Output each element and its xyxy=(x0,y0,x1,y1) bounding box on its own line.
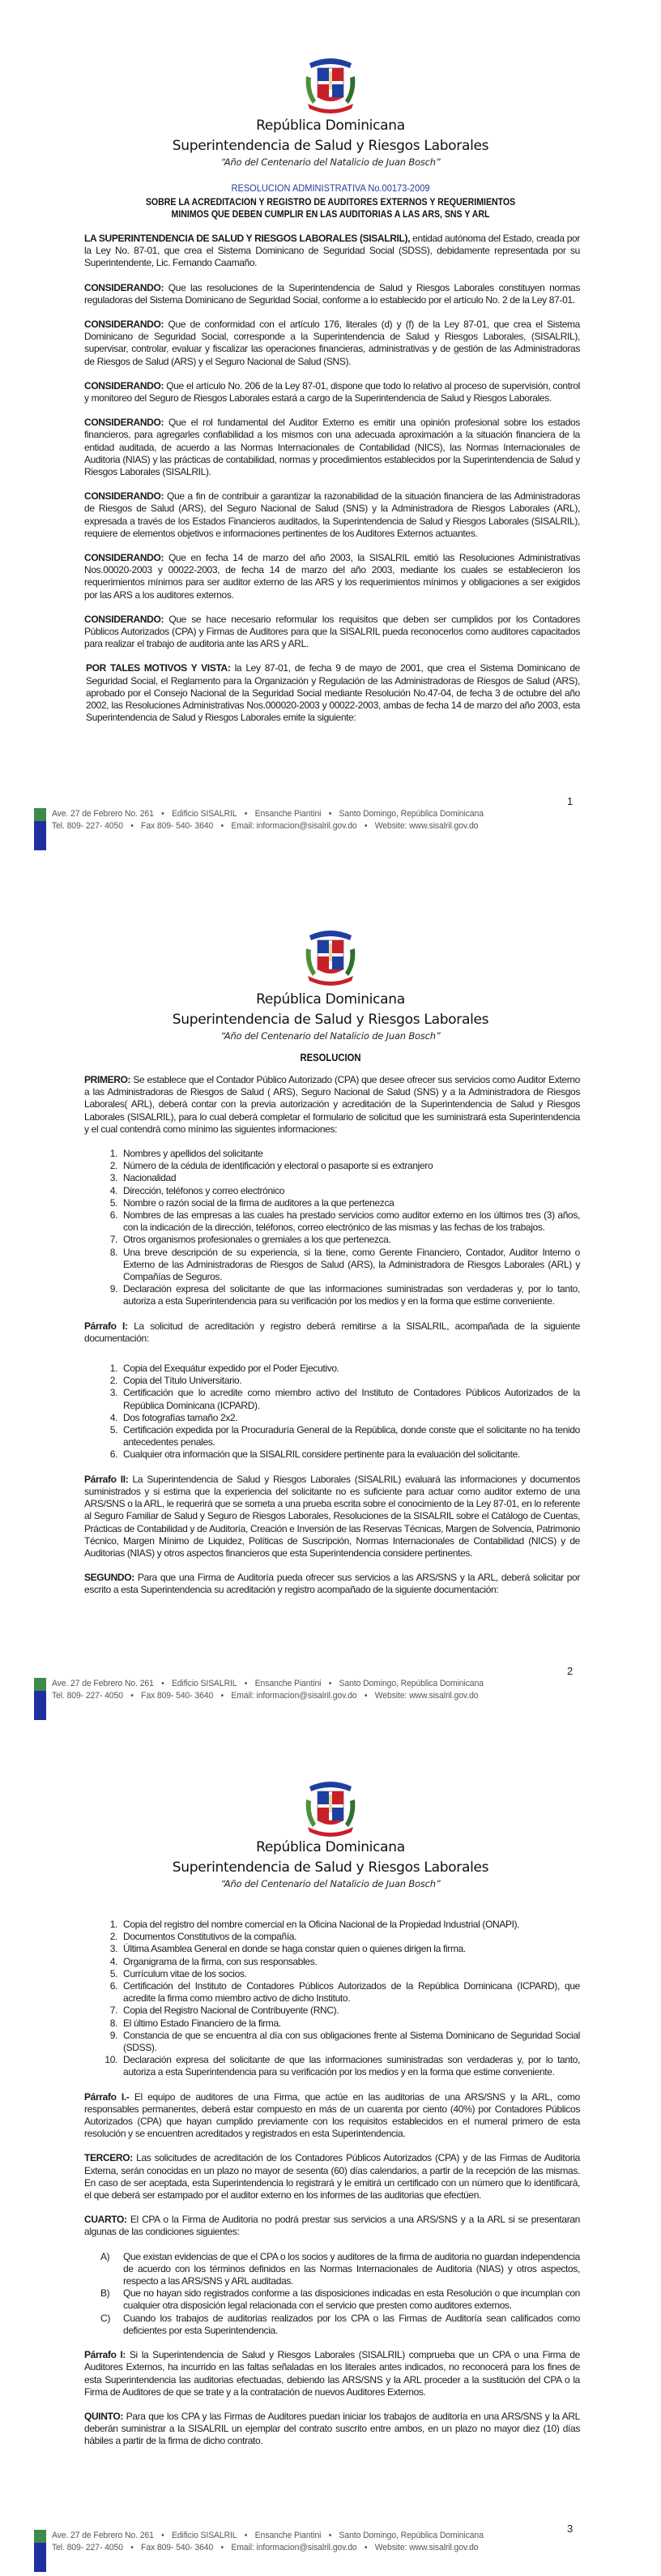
primero-paragraph xyxy=(84,1074,580,1136)
list-item: 3. Última Asamblea General en donde se haga constar quien o quienes dirigen la firma. xyxy=(120,1943,580,1955)
footer-district: Ensanche Piantini xyxy=(254,809,322,819)
page3-body xyxy=(84,1919,580,2460)
parrafo-1-text: El equipo de auditores de una Firma, que actúe en las auditorias de una ARS/SNS y la ARL, como responsables permanentes, deberá estar compuesto en más de un cuarenta por ciento (40%) por Contadores Públicos Autorizados (CPA) que hayan cumplido previamente con los requisitos establecidos en el numeral primero de esta resolución y se encuentren acreditados y registrados en esta Superintendencia. xyxy=(84,2090,580,2140)
bullet-icon: • xyxy=(220,2543,224,2552)
cuarto-parrafo-paragraph xyxy=(84,2349,580,2398)
header-motto: “Año del Centenario del Natalicio de Juan Bosch” xyxy=(220,1030,441,1042)
footer-contact-line xyxy=(52,2543,478,2552)
bullet-icon: • xyxy=(364,821,368,831)
bullet-icon: • xyxy=(130,2543,134,2552)
footer xyxy=(34,1678,633,1720)
footer-address: Ave. 27 de Febrero No. 261 xyxy=(52,809,154,819)
footer-city: Santo Domingo, República Dominicana xyxy=(339,2531,484,2540)
list-item: 7. Copia del Registro Nacional de Contribuyente (RNC). xyxy=(120,2005,580,2017)
por-tales-motivos-paragraph xyxy=(84,662,580,724)
considerando-text: Que el rol fundamental del Auditor Externo es emitir una opinión profesional sobre los estados financieros, para agregarles confiabilidad a los mismos con una adecuada aproximación a la situación financiera de la entidad auditada, de acuerdo a las Normas Internacionales de Contabilidad (NICS), las Normas Internacionales de Auditoria (NIAS) y las prácticas de contabilidad, normas y procedimientos establecidos por la Superintendencia de Salud y Riesgos Laborales (SISALRIL). xyxy=(84,417,580,478)
footer-building: Edificio SISALRIL xyxy=(171,809,237,819)
primero-list xyxy=(84,1148,580,1308)
footer-website-link[interactable]: Website: www.sisalril.gov.do xyxy=(374,821,479,831)
bullet-icon: • xyxy=(130,821,134,831)
footer-email-link[interactable]: Email: informacion@sisalril.gov.do xyxy=(231,821,357,831)
parrafo-1-text: La solicitud de acreditación y registro deberá remitirse a la SISALRIL, acompañada de la siguiente documentación: xyxy=(84,1320,580,1344)
header-motto: “Año del Centenario del Natalicio de Juan Bosch” xyxy=(220,156,441,168)
considerando-label: CONSIDERANDO: xyxy=(84,490,164,503)
cuarto-paragraph xyxy=(84,2214,580,2238)
page1-body xyxy=(84,233,580,737)
list-item-text: Que no hayan sido registrados conforme a las disposiciones indicadas en esta Resolución o que incumplan con cualquier otra disposición legal relacionada con el servicio que presten como auditores externos. xyxy=(123,2287,580,2312)
primero-text: Se establece que el Contador Público Autorizado (CPA) que desee ofrecer sus servicios como Auditor Externo a las Administradoras de Riesgos de Salud ( ARS), Seguro Nacional de Salud (SNS) y a la Administradora de Riesgos Laborales( ARL), deberá contar con la previa autorización y acreditación de la Superintendencia de Salud y Riesgos Laborales (SISALRIL), para lo cual deberá completar el formulario de solicitud que les suministrará esta Superintendencia y el cual contendrá como mínimo las siguientes informaciones: xyxy=(84,1074,580,1135)
page2-body xyxy=(84,1074,580,1609)
parrafo-2-label: Párrafo II: xyxy=(84,1473,129,1485)
quinto-paragraph xyxy=(84,2411,580,2448)
considerando-paragraph xyxy=(84,490,580,540)
parrafo-1-paragraph xyxy=(84,2091,580,2141)
intro-text: entidad autónoma del Estado, creada por la Ley No. 87-01, que crea el Sistema Dominicano de Seguridad Social (SDSS), debidamente representada por su Superintendente, Lic. Fernando Caamaño. xyxy=(84,233,580,269)
list-item-letter: A) xyxy=(100,2250,110,2262)
parrafo-2-paragraph xyxy=(84,1474,580,1560)
intro-paragraph xyxy=(84,233,580,270)
footer-city: Santo Domingo, República Dominicana xyxy=(339,809,484,819)
parrafo-1-list xyxy=(84,1363,580,1461)
footer-contact-line xyxy=(52,821,478,831)
segundo-text: Para que una Firma de Auditoría pueda ofrecer sus servicios a las ARS/SNS y la ARL, deberá solicitar por escrito a esta Superintendencia su acreditación y registro acompañado de la siguiente documentación: xyxy=(84,1572,580,1596)
bullet-icon: • xyxy=(244,2531,248,2540)
footer-address-line xyxy=(52,809,484,819)
bullet-icon: • xyxy=(328,2531,332,2540)
list-item: 2. Número de la cédula de identificación y electoral o pasaporte si es extranjero xyxy=(120,1160,580,1172)
header-agency: Superintendencia de Salud y Riesgos Laborales xyxy=(172,138,489,154)
footer-fax: Fax 809- 540- 3640 xyxy=(141,2543,214,2552)
bullet-icon: • xyxy=(328,809,332,819)
considerando-label: CONSIDERANDO: xyxy=(84,613,164,625)
tercero-text: Las solicitudes de acreditación de los Contadores Públicos Autorizados (CPA) y de las Firmas de Auditoria Externa, serán conocidas en un plazo no mayor de sesenta (60) días calendarios, a partir de la recepción de las mismas. En caso de ser aceptada, esta Superintendencia lo registrará y le emitirá un certificado con un número que lo identificará, el que deberá ser estampado por el auditor externo en los informes de las auditorias que efectúen. xyxy=(84,2152,580,2202)
list-item: 2. Copia del Título Universitario. xyxy=(120,1375,580,1387)
bullet-icon: • xyxy=(328,1679,332,1688)
bullet-icon: • xyxy=(244,1679,248,1688)
considerandos-list xyxy=(84,282,580,651)
primero-label: PRIMERO: xyxy=(84,1074,131,1085)
page-number: 2 xyxy=(567,1665,574,1677)
considerando-paragraph xyxy=(84,552,580,601)
list-item: 6. Nombres de las empresas a las cuales ha prestado servicios como auditor externo en los últimos tres (3) años, con la indicación de la dirección, teléfonos, correo electrónico de las mismas y las fechas de los trabajos. xyxy=(120,1209,580,1234)
header-country: República Dominicana xyxy=(256,1839,405,1855)
quinto-text: Para que los CPA y las Firmas de Auditores puedan iniciar los trabajos de auditoría en una ARS/SNS y la ARL deberán suministrar a la SISALRIL un ejemplar del contrato suscrito entre ambos, en un plazo no mayor diez (10) días hábiles a partir de la firma de dicho contrato. xyxy=(84,2410,580,2447)
coat-of-arms-icon xyxy=(301,52,360,115)
document-page-2 xyxy=(0,859,661,1718)
footer-green-bar xyxy=(34,808,46,821)
footer-contact-line xyxy=(52,1691,478,1701)
footer-district: Ensanche Piantini xyxy=(254,2531,322,2540)
list-item-letter: C) xyxy=(100,2312,110,2324)
considerando-paragraph xyxy=(84,417,580,478)
bullet-icon: • xyxy=(130,1691,134,1701)
cuarto-parrafo-label: Párrafo I: xyxy=(84,2349,126,2361)
cuarto-text: El CPA o la Firma de Auditoria no podrá prestar sus servicios a una ARS/SNS y a la ARL si se presentaran algunas de las condiciones siguientes: xyxy=(84,2214,580,2238)
resolution-heading: RESOLUCION xyxy=(300,1052,361,1063)
footer-district: Ensanche Piantini xyxy=(254,1679,322,1688)
list-item-text: Cuando los trabajos de auditorias realizados por los CPA o las Firmas de Auditoría sean calificados como deficientes por esta Superintendencia. xyxy=(123,2312,580,2336)
document-page-3 xyxy=(0,1718,661,2576)
bullet-icon: • xyxy=(364,2543,368,2552)
footer xyxy=(34,2530,633,2572)
list-item: 8. Una breve descripción de su experiencia, si la tiene, como Gerente Financiero, Contador, Auditor Interno o Externo de las Administradoras de Riesgos de Salud (ARS), la Administradora de Riesgos Laborales (ARL) y Compañías de Seguros. xyxy=(120,1247,580,1284)
footer-blue-bar xyxy=(34,821,46,850)
bullet-icon: • xyxy=(220,1691,224,1701)
considerando-paragraph xyxy=(84,282,580,306)
footer-tel: Tel. 809- 227- 4050 xyxy=(52,1691,123,1701)
list-item xyxy=(100,2312,580,2337)
bullet-icon: • xyxy=(161,809,164,819)
bullet-icon: • xyxy=(220,821,224,831)
considerando-text: Que se hace necesario reformular los requisitos que deben ser cumplidos por los Contadores Públicos Autorizados (CPA) y Firmas de Auditores para que la SISALRIL pueda reconocerlos como auditores capacitados para realizar el trabajo de auditoria ante las ARS y ARL. xyxy=(84,613,580,650)
footer-fax: Fax 809- 540- 3640 xyxy=(141,1691,214,1701)
list-item: 1. Copia del Exequátur expedido por el Poder Ejecutivo. xyxy=(120,1363,580,1375)
footer-fax: Fax 809- 540- 3640 xyxy=(141,821,214,831)
bullet-icon: • xyxy=(161,1679,164,1688)
list-item: 5. Certificación expedida por la Procuraduría General de la República, donde conste que el solicitante no ha tenido antecedentes penales. xyxy=(120,1424,580,1448)
list-item: 4. Dos fotografías tamaño 2x2. xyxy=(120,1412,580,1424)
header-country: República Dominicana xyxy=(256,118,405,134)
considerando-paragraph xyxy=(84,319,580,368)
header-country: República Dominicana xyxy=(256,991,405,1008)
considerando-label: CONSIDERANDO: xyxy=(84,417,164,429)
list-item xyxy=(100,2287,580,2312)
intro-bold: LA SUPERINTENDENCIA DE SALUD Y RIESGOS LABORALES (SISALRIL), xyxy=(84,233,411,244)
footer-green-bar xyxy=(34,2530,46,2543)
segundo-label: SEGUNDO: xyxy=(84,1572,134,1584)
considerando-text: Que las resoluciones de la Superintendencia de Salud y Riesgos Laborales constituyen normas reguladoras del Sistema Dominicano de Seguridad Social, conforme a lo establecido por el artículo No. 2 de la Ley 87-01. xyxy=(84,281,580,306)
list-item: 6. Cualquier otra información que la SISALRIL considere pertinente para la evaluación del solicitante. xyxy=(120,1448,580,1461)
bullet-icon: • xyxy=(244,809,248,819)
footer-blue-bar xyxy=(34,2543,46,2572)
considerando-text: Que de conformidad con el artículo 176, literales (d) y (f) de la Ley 87-01, que crea el Sistema Dominicano de Seguridad Social, corresponde a la Superintendencia de Salud y Riesgos Laborales, (SISALRIL), supervisar, controlar, evaluar y fiscalizar las operaciones financieras, administrativas y de gestión de las Administradoras de Riesgos de Salud (ARS) y el Seguro Nacional de Salud (SNS). xyxy=(84,319,580,367)
footer-tel: Tel. 809- 227- 4050 xyxy=(52,821,123,831)
list-item: 6. Certificación del Instituto de Contadores Públicos Autorizados de la República Dominicana (ICPARD), que acredite la firma como miembro activo de dicho Instituto. xyxy=(120,1980,580,2005)
resolution-number: RESOLUCION ADMINISTRATIVA No.00173-2009 xyxy=(231,182,430,194)
segundo-paragraph xyxy=(84,1572,580,1596)
considerando-label: CONSIDERANDO: xyxy=(84,281,164,293)
footer-address-line xyxy=(52,1679,484,1688)
list-item-text: Que existan evidencias de que el CPA o los socios y auditores de la firma de auditoria no guardan independencia de acuerdo con los términos definidos en las Normas Internacionales de Auditoria (NIAS) y otros aspectos, respecto a las ARS/SNS y ARL auditadas. xyxy=(123,2250,580,2287)
page-number: 1 xyxy=(567,795,574,807)
considerando-label: CONSIDERANDO: xyxy=(84,319,164,331)
cuarto-list xyxy=(84,2251,580,2337)
cuarto-label: CUARTO: xyxy=(84,2214,127,2226)
footer xyxy=(34,808,633,850)
list-item: 9. Constancia de que se encuentra al día con sus obligaciones frente al Sistema Dominicano de Seguridad Social (SDSS). xyxy=(120,2030,580,2054)
list-item: 5. Currículum vitae de los socios. xyxy=(120,1968,580,1980)
list-item: 1. Nombres y apellidos del solicitante xyxy=(120,1148,580,1160)
cuarto-parrafo-text: Si la Superintendencia de Salud y Riesgos Laborales (SISALRIL) comprueba que un CPA o una Firma de Auditores Externos, ha incurrido en las faltas señaladas en los literales antes indicados, no reconocerá para los fines de esta Superintendencia las auditorias efectuadas, debiendo las ARS/SNS y la ARL proceder a la sustitución del CPA o la Firma de Auditores de que se trate y a la contratación de nuevos Auditores Externos. xyxy=(84,2349,580,2398)
parrafo-1-paragraph xyxy=(84,1320,580,1345)
list-item: 4. Dirección, teléfonos y correo electrónico xyxy=(120,1185,580,1197)
list-item: 5. Nombre o razón social de la firma de auditores a la que pertenezca xyxy=(120,1197,580,1209)
coat-of-arms-icon xyxy=(301,924,360,987)
footer-tel: Tel. 809- 227- 4050 xyxy=(52,2543,123,2552)
resolution-subject xyxy=(40,196,621,220)
list-item: 2. Documentos Constitutivos de la compañía. xyxy=(120,1931,580,1943)
list-item: 4. Organigrama de la firma, con sus responsables. xyxy=(120,1956,580,1968)
list-item: 3. Certificación que lo acredite como miembro activo del Instituto de Contadores Públicos Autorizados de la República Dominicana (ICPARD). xyxy=(120,1387,580,1411)
list-item: 10. Declaración expresa del solicitante de que las informaciones suministradas son verdaderas y, por lo tanto, autoriza a esta Superintendencia para su verificación por los medios y en la forma que estime conveniente. xyxy=(120,2054,580,2078)
document-page-1 xyxy=(0,0,661,859)
segundo-list xyxy=(84,1919,580,2079)
list-item: 9. Declaración expresa del solicitante de que las informaciones suministradas son verdaderas y, por lo tanto, autoriza a esta Superintendencia para su verificación por los medios y en la forma que estime conveniente. xyxy=(120,1283,580,1307)
list-item: 1. Copia del registro del nombre comercial en la Oficina Nacional de la Propiedad Industrial (ONAPI). xyxy=(120,1919,580,1931)
footer-email-link[interactable]: Email: informacion@sisalril.gov.do xyxy=(231,1691,357,1701)
header-motto: “Año del Centenario del Natalicio de Juan Bosch” xyxy=(220,1878,441,1889)
footer-address-line xyxy=(52,2531,484,2540)
considerando-paragraph xyxy=(84,614,580,651)
footer-building: Edificio SISALRIL xyxy=(171,1679,237,1688)
coat-of-arms-icon xyxy=(301,1775,360,1838)
list-item xyxy=(100,2250,580,2288)
considerando-text: Que el artículo No. 206 de la Ley 87-01, dispone que todo lo relativo al proceso de supervisión, control y monitoreo del Seguro de Riesgos Laborales estará a cargo de la Superintendencia de Salud y Riesgos Laborales. xyxy=(84,379,580,404)
footer-city: Santo Domingo, República Dominicana xyxy=(339,1679,484,1688)
bullet-icon: • xyxy=(161,2531,164,2540)
header-agency: Superintendencia de Salud y Riesgos Laborales xyxy=(172,1012,489,1028)
tercero-label: TERCERO: xyxy=(84,2152,133,2164)
considerando-label: CONSIDERANDO: xyxy=(84,379,164,392)
header-agency: Superintendencia de Salud y Riesgos Laborales xyxy=(172,1859,489,1876)
quinto-label: QUINTO: xyxy=(84,2410,123,2422)
resolution-subject-line-2: MINIMOS QUE DEBEN CUMPLIR EN LAS AUDITORIAS A LAS ARS, SNS Y ARL xyxy=(171,208,490,220)
bullet-icon: • xyxy=(364,1691,368,1701)
resolution-subject-line-1: SOBRE LA ACREDITACION Y REGISTRO DE AUDITORES EXTERNOS Y REQUERIMIENTOS xyxy=(145,196,516,208)
por-tales-label: POR TALES MOTIVOS Y VISTA: xyxy=(86,662,231,674)
footer-blue-bar xyxy=(34,1691,46,1720)
parrafo-2-text: La Superintendencia de Salud y Riesgos Laborales (SISALRIL) evaluará las informaciones y documentos suministrados y si estima que la experiencia del solicitante no es suficiente para actuar como auditor externo de una ARS/SNS o la ARL, le requerirá que se someta a una prueba escrita sobre el conocimiento de la Ley 87-01, en lo referente al Seguro Familiar de Salud y Seguro de Riesgos Laborales, Resoluciones de la SISALRIL sobre el Catálogo de Cuentas, Prácticas de Contabilidad y de Auditoría, Creación e Inversión de las Reservas Técnicas, Margen de Solvencia, Patrimonio Técnico, Margen Mínimo de Liquidez, Políticas de Suscripción, Normas Internacionales de Contabilidad (NICS) y de Auditorias (NIAS) y otros aspectos financieros que esta Superintendencia considere pertinentes. xyxy=(84,1473,581,1559)
considerando-text: Que en fecha 14 de marzo del año 2003, la SISALRIL emitió las Resoluciones Administrativas Nos.00020-2003 y 00022-2003, de fecha 14 de marzo del año 2003, mediante los cuales se establecieron los requerimientos mínimos para ser auditor externo de las ARS y los requerimientos mínimos y obligaciones a ser exigidos por las ARS a los auditores externos. xyxy=(84,552,580,601)
footer-building: Edificio SISALRIL xyxy=(171,2531,237,2540)
footer-address: Ave. 27 de Febrero No. 261 xyxy=(52,2531,154,2540)
page-number: 3 xyxy=(567,2523,574,2535)
footer-website-link[interactable]: Website: www.sisalril.gov.do xyxy=(374,1691,479,1701)
list-item: 8. El último Estado Financiero de la firma. xyxy=(120,2018,580,2030)
parrafo-1-label: Párrafo I.- xyxy=(84,2090,130,2103)
footer-green-bar xyxy=(34,1678,46,1691)
considerando-label: CONSIDERANDO: xyxy=(84,552,164,564)
tercero-paragraph xyxy=(84,2152,580,2202)
footer-email-link[interactable]: Email: informacion@sisalril.gov.do xyxy=(231,2543,357,2552)
list-item-letter: B) xyxy=(100,2287,110,2300)
footer-address: Ave. 27 de Febrero No. 261 xyxy=(52,1679,154,1688)
list-item: 3. Nacionalidad xyxy=(120,1172,580,1184)
list-item: 7. Otros organismos profesionales o gremiales a los que pertenezca. xyxy=(120,1234,580,1246)
considerando-text: Que a fin de contribuir a garantizar la razonabilidad de la situación financiera de las Administradoras de Riesgos de Salud (ARS), del Seguro Nacional de Salud (SNS) y la Administradora de Riesgos Laborales (ARL), expresada a través de los Estados Financieros auditados, la Superintendencia de Salud y Riesgos Laborales (SISALRIL), requiere de elementos objetivos e informaciones pertinentes de los Auditores Externos actuantes. xyxy=(84,490,580,539)
por-tales-text: la Ley 87-01, de fecha 9 de mayo de 2001, que crea el Sistema Dominicano de Seguridad Social, el Reglamento para la Organización y Regulación de las Administradoras de Riesgos de Salud (ARS), aprobado por el Consejo Nacional de la Seguridad Social mediante Resolución No.47-04, de fecha 3 de octubre del año 2002, las Resoluciones Administrativas Nos.000020-2003 y 00022-2003, ambas de fecha 14 de marzo del año 2003, esta Superintendencia de Salud y Riesgos Laborales emite la siguiente: xyxy=(86,662,580,724)
parrafo-1-label: Párrafo I: xyxy=(84,1320,128,1332)
considerando-paragraph xyxy=(84,380,580,404)
footer-website-link[interactable]: Website: www.sisalril.gov.do xyxy=(374,2543,479,2552)
